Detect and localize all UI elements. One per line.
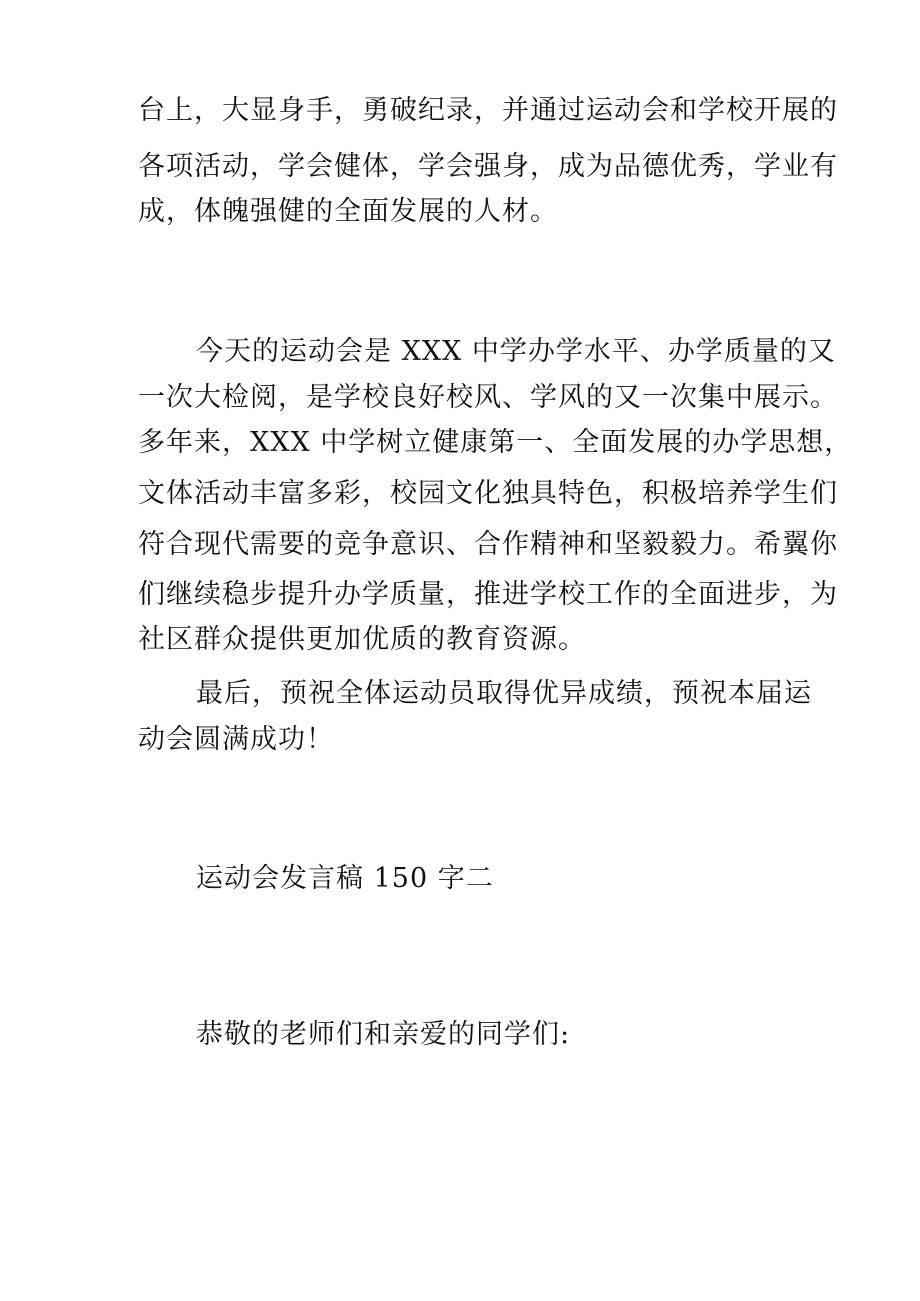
paragraph-2-line-2: 一次大检阅，是学校良好校风、学风的又一次集中展示。	[138, 382, 838, 413]
paragraph-2-line-7: 社区群众提供更加优质的教育资源。	[138, 624, 586, 655]
paragraph-1-line-1: 台上，大显身手，勇破纪录，并通过运动会和学校开展的	[138, 95, 838, 126]
paragraph-2-line-5: 符合现代需要的竞争意识、合作精神和坚毅毅力。希翼你	[138, 529, 838, 560]
paragraph-2-line-3: 多年来，XXX 中学树立健康第一、全面发展的办学思想，	[138, 427, 853, 458]
salutation: 恭敬的老师们和亲爱的同学们:	[196, 1019, 571, 1050]
paragraph-2-line-4: 文体活动丰富多彩，校园文化独具特色，积极培养学生们	[138, 478, 838, 509]
paragraph-1-line-3: 成，体魄强健的全面发展的人材。	[138, 196, 558, 227]
paragraph-3-line-1: 最后，预祝全体运动员取得优异成绩，预祝本届运	[196, 678, 812, 709]
section-title: 运动会发言稿 150 字二	[196, 863, 494, 894]
paragraph-1-line-2: 各项活动，学会健体，学会强身，成为品德优秀，学业有	[138, 151, 838, 182]
paragraph-2-line-6: 们继续稳步提升办学质量，推进学校工作的全面进步，为	[138, 579, 838, 610]
paragraph-2-line-1: 今天的运动会是 XXX 中学办学水平、办学质量的又	[196, 336, 836, 367]
paragraph-3-line-2: 动会圆满成功！	[138, 724, 334, 755]
